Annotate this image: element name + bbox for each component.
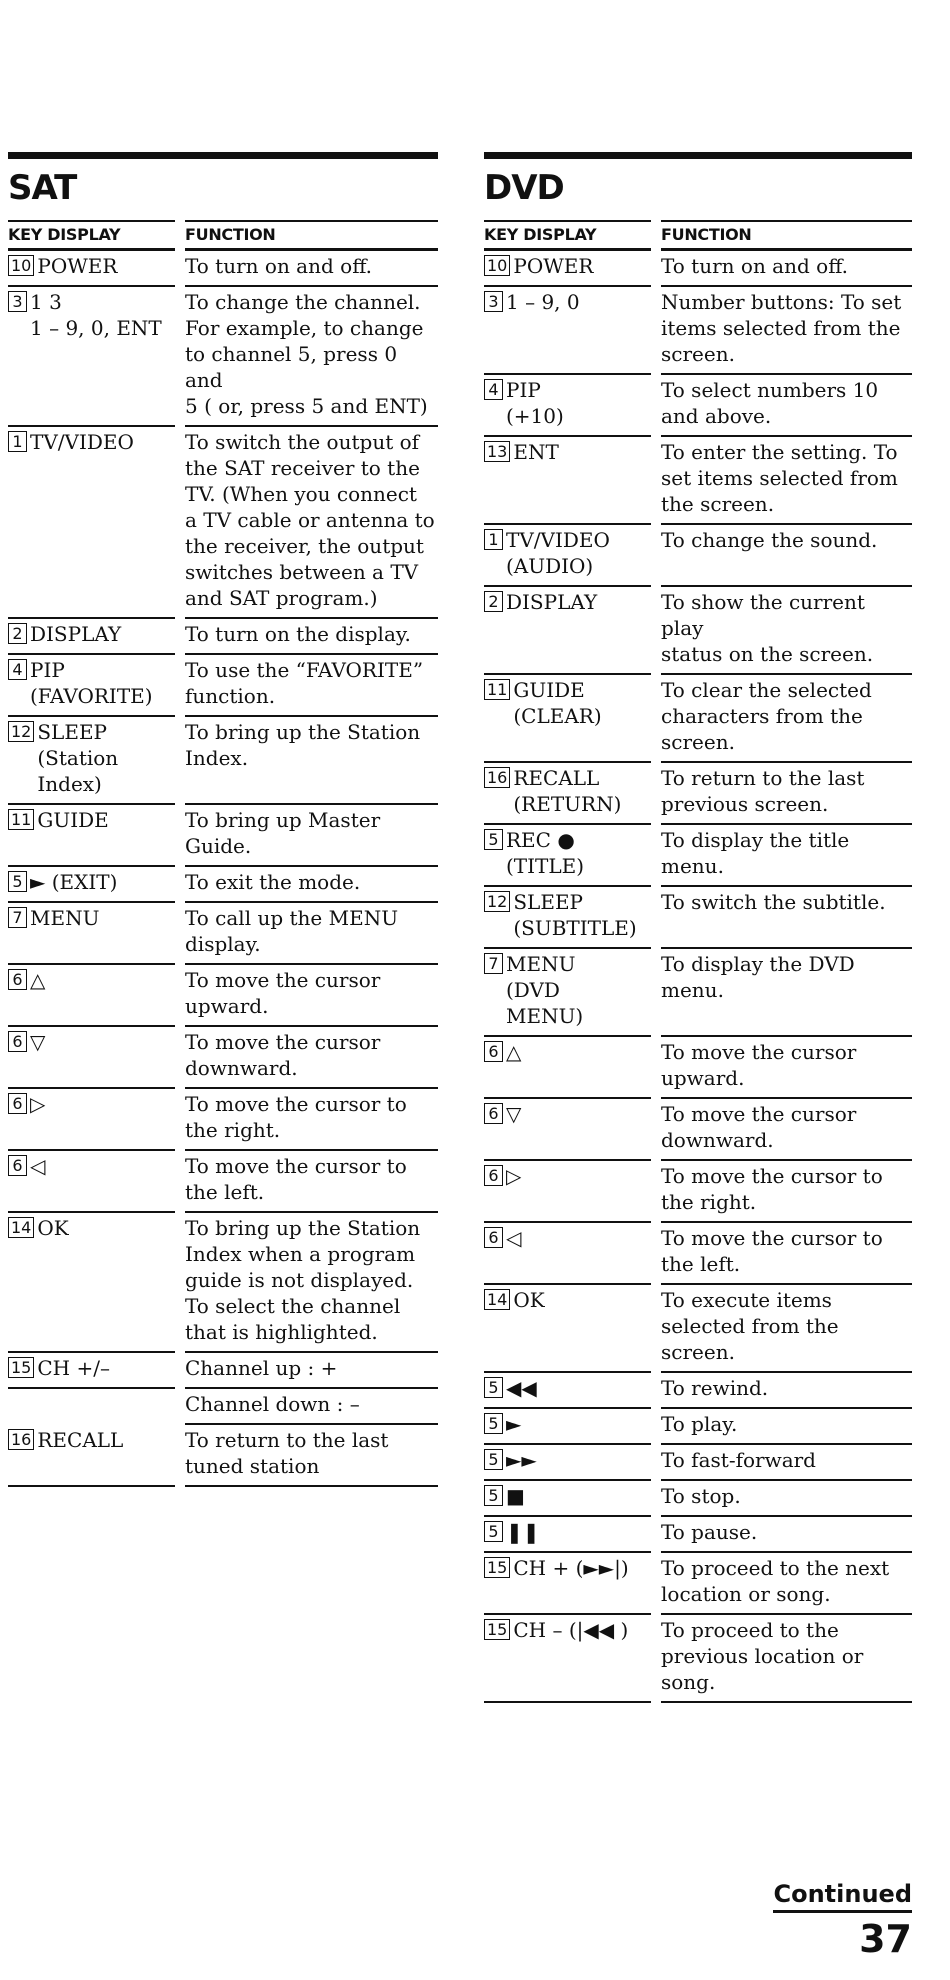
dvd-table-row <box>484 1553 912 1615</box>
key-number-badge: 6 <box>8 969 27 990</box>
sat-key-cell <box>8 1151 175 1213</box>
dvd-table-header <box>484 220 912 251</box>
sat-function-cell <box>185 1425 438 1487</box>
key-line <box>8 657 175 709</box>
key-number-badge: 6 <box>484 1041 503 1062</box>
key-number-badge: 15 <box>484 1557 510 1578</box>
key-number-badge: 14 <box>8 1217 34 1238</box>
page-footer <box>773 1880 912 1961</box>
dvd-table-row <box>484 1615 912 1703</box>
dvd-table-row <box>484 1037 912 1099</box>
dvd-table-row <box>484 763 912 825</box>
sat-key-cell <box>8 1089 175 1151</box>
function-text: To rewind. <box>661 1376 769 1400</box>
sat-table-row <box>8 717 438 805</box>
sat-table-row <box>8 619 438 655</box>
key-display-text: MENU <box>30 906 100 930</box>
dvd-key-cell <box>484 1409 651 1445</box>
sat-function-cell <box>185 965 438 1027</box>
key-line <box>484 889 651 941</box>
key-number-badge: 7 <box>484 953 503 974</box>
dvd-table-row <box>484 1161 912 1223</box>
dvd-function-cell <box>661 1223 912 1285</box>
sat-table-row <box>8 1389 438 1425</box>
sat-table-row <box>8 867 438 903</box>
sat-function-cell <box>185 1089 438 1151</box>
key-line <box>484 765 651 817</box>
dvd-table-row <box>484 1409 912 1445</box>
dvd-key-cell <box>484 375 651 437</box>
dvd-function-cell <box>661 1285 912 1373</box>
key-number-badge: 6 <box>8 1155 27 1176</box>
dvd-function-cell <box>661 825 912 887</box>
key-line <box>484 1225 651 1251</box>
key-display-text: ► <box>506 1412 522 1436</box>
dvd-table-row <box>484 587 912 675</box>
dvd-key-cell <box>484 949 651 1037</box>
key-line <box>484 377 651 429</box>
sat-table <box>8 220 438 1487</box>
key-line <box>484 253 651 279</box>
key-number-badge: 3 <box>8 291 27 312</box>
sat-key-cell <box>8 1389 175 1425</box>
dvd-table-row <box>484 437 912 525</box>
key-display-text: △ <box>506 1040 522 1064</box>
sat-key-cell <box>8 805 175 867</box>
sat-key-cell <box>8 1027 175 1089</box>
key-line <box>8 967 175 993</box>
page-number: 37 <box>859 1917 912 1961</box>
sat-rows <box>8 251 438 1487</box>
dvd-key-cell <box>484 525 651 587</box>
function-text: To show the current play status on the screen. <box>661 590 874 666</box>
dvd-function-cell <box>661 1517 912 1553</box>
function-text: To pause. <box>661 1520 758 1544</box>
key-line <box>484 589 651 615</box>
dvd-key-cell <box>484 1615 651 1703</box>
sat-table-row <box>8 1027 438 1089</box>
key-number-badge: 10 <box>8 255 34 276</box>
function-text: To execute items selected from the screen. <box>661 1288 839 1364</box>
dvd-section <box>484 152 912 1703</box>
dvd-key-cell <box>484 251 651 287</box>
function-text: Number buttons: To set items selected from the screen. <box>661 290 902 366</box>
dvd-key-cell <box>484 1099 651 1161</box>
key-display-text: ▷ <box>506 1164 522 1188</box>
dvd-function-cell <box>661 1409 912 1445</box>
key-line <box>8 1427 175 1453</box>
key-number-badge: 7 <box>8 907 27 928</box>
key-number-badge: 14 <box>484 1289 510 1310</box>
key-display-text: OK <box>513 1288 545 1312</box>
key-line <box>484 1411 651 1437</box>
sat-top-rule <box>8 152 438 159</box>
key-number-badge: 6 <box>8 1093 27 1114</box>
key-number-badge: 5 <box>484 829 503 850</box>
sat-function-cell <box>185 903 438 965</box>
key-line <box>484 289 651 315</box>
sat-header-key-display: KEY DISPLAY <box>8 220 175 251</box>
key-display-text: ❚❚ <box>506 1520 540 1544</box>
key-display-text: CH + (►►|) <box>513 1556 629 1580</box>
key-number-badge: 10 <box>484 255 510 276</box>
dvd-table-row <box>484 525 912 587</box>
key-number-badge: 5 <box>484 1521 503 1542</box>
key-line <box>484 1555 651 1581</box>
function-text: To move the cursor to the right. <box>185 1092 407 1142</box>
key-display-text: DISPLAY <box>506 590 598 614</box>
function-text: To turn on the display. <box>185 622 411 646</box>
sat-table-row <box>8 1089 438 1151</box>
sat-table-row <box>8 251 438 287</box>
dvd-function-cell <box>661 887 912 949</box>
dvd-function-cell <box>661 1445 912 1481</box>
dvd-top-rule <box>484 152 912 159</box>
dvd-table-row <box>484 825 912 887</box>
sat-key-cell <box>8 1353 175 1389</box>
key-display-text: ◁ <box>30 1154 46 1178</box>
function-text: To turn on and off. <box>185 254 373 278</box>
key-display-text: GUIDE (CLEAR) <box>513 678 602 728</box>
sat-table-row <box>8 1213 438 1353</box>
dvd-table-row <box>484 887 912 949</box>
dvd-function-cell <box>661 251 912 287</box>
key-display-text: CH +/– <box>37 1356 110 1380</box>
dvd-table-row <box>484 675 912 763</box>
key-display-text: RECALL (RETURN) <box>513 766 622 816</box>
dvd-function-cell <box>661 675 912 763</box>
dvd-function-cell <box>661 763 912 825</box>
function-text: To turn on and off. <box>661 254 849 278</box>
function-text: To bring up the Station Index. <box>185 720 421 770</box>
dvd-table-row <box>484 251 912 287</box>
sat-key-cell <box>8 287 175 427</box>
dvd-table <box>484 220 912 1703</box>
key-line <box>8 807 175 833</box>
key-display-text: PIP (+10) <box>506 378 564 428</box>
sat-function-cell <box>185 287 438 427</box>
key-number-badge: 4 <box>484 379 503 400</box>
sat-section <box>8 152 438 1487</box>
sat-function-cell <box>185 1151 438 1213</box>
key-line <box>484 1287 651 1313</box>
key-number-badge: 6 <box>8 1031 27 1052</box>
sat-table-row <box>8 903 438 965</box>
sat-function-cell <box>185 251 438 287</box>
key-line <box>8 289 175 341</box>
dvd-key-cell <box>484 1037 651 1099</box>
function-text: To return to the last tuned station <box>185 1428 389 1478</box>
dvd-title: DVD <box>484 168 564 208</box>
key-line <box>484 1101 651 1127</box>
key-line <box>484 951 651 1029</box>
key-number-badge: 4 <box>8 659 27 680</box>
dvd-key-cell <box>484 1373 651 1409</box>
dvd-function-cell <box>661 587 912 675</box>
dvd-key-cell <box>484 825 651 887</box>
key-line <box>484 1483 651 1509</box>
key-line <box>8 429 175 455</box>
key-line <box>484 827 651 879</box>
sat-header-function: FUNCTION <box>185 220 438 251</box>
dvd-table-row <box>484 1517 912 1553</box>
key-display-text: △ <box>30 968 46 992</box>
key-line <box>8 719 175 797</box>
sat-key-cell <box>8 867 175 903</box>
function-text: To proceed to the previous location or song. <box>661 1618 864 1694</box>
key-number-badge: 15 <box>8 1357 34 1378</box>
key-display-text: SLEEP (Station Index) <box>37 720 119 796</box>
dvd-function-cell <box>661 375 912 437</box>
dvd-table-row <box>484 949 912 1037</box>
key-line <box>8 1355 175 1381</box>
key-display-text: ■ <box>506 1484 525 1508</box>
dvd-table-row <box>484 1285 912 1373</box>
key-display-text: 1 – 9, 0 <box>506 290 580 314</box>
dvd-header-function: FUNCTION <box>661 220 912 251</box>
key-display-text: ▷ <box>30 1092 46 1116</box>
dvd-key-cell <box>484 1481 651 1517</box>
dvd-key-cell <box>484 675 651 763</box>
dvd-function-cell <box>661 525 912 587</box>
key-display-text: DISPLAY <box>30 622 122 646</box>
dvd-key-cell <box>484 1517 651 1553</box>
sat-table-row <box>8 1353 438 1389</box>
key-number-badge: 6 <box>484 1165 503 1186</box>
sat-function-cell <box>185 717 438 805</box>
function-text: To display the title menu. <box>661 828 850 878</box>
dvd-key-cell <box>484 1445 651 1481</box>
key-line <box>484 1519 651 1545</box>
sat-table-header <box>8 220 438 251</box>
sat-key-cell <box>8 903 175 965</box>
key-line <box>484 1039 651 1065</box>
dvd-table-row <box>484 375 912 437</box>
dvd-function-cell <box>661 1481 912 1517</box>
key-number-badge: 3 <box>484 291 503 312</box>
dvd-function-cell <box>661 1099 912 1161</box>
dvd-key-cell <box>484 1285 651 1373</box>
sat-key-cell <box>8 655 175 717</box>
dvd-function-cell <box>661 1161 912 1223</box>
key-line <box>484 677 651 729</box>
dvd-table-row <box>484 1223 912 1285</box>
function-text: Channel down : – <box>185 1392 360 1416</box>
key-number-badge: 16 <box>8 1429 34 1450</box>
dvd-function-cell <box>661 1373 912 1409</box>
dvd-function-cell <box>661 437 912 525</box>
function-text: To move the cursor downward. <box>185 1030 381 1080</box>
key-display-text: TV/VIDEO (AUDIO) <box>506 528 610 578</box>
sat-key-cell <box>8 1425 175 1487</box>
key-line <box>8 1091 175 1117</box>
sat-function-cell <box>185 1353 438 1389</box>
dvd-key-cell <box>484 437 651 525</box>
sat-table-row <box>8 1425 438 1487</box>
function-text: To move the cursor to the left. <box>185 1154 407 1204</box>
sat-function-cell <box>185 619 438 655</box>
key-display-text: ► (EXIT) <box>30 870 118 894</box>
function-text: To bring up Master Guide. <box>185 808 381 858</box>
dvd-function-cell <box>661 287 912 375</box>
key-line <box>8 1215 175 1241</box>
key-line <box>484 1375 651 1401</box>
key-display-text: ▽ <box>30 1030 46 1054</box>
key-number-badge: 6 <box>484 1103 503 1124</box>
dvd-key-cell <box>484 287 651 375</box>
function-text: Channel up : + <box>185 1356 338 1380</box>
sat-table-row <box>8 427 438 619</box>
sat-key-cell <box>8 1213 175 1353</box>
key-display-text: GUIDE <box>37 808 109 832</box>
dvd-header-key-display: KEY DISPLAY <box>484 220 651 251</box>
continued-label: Continued <box>773 1880 912 1913</box>
key-line <box>8 905 175 931</box>
key-number-badge: 12 <box>484 891 510 912</box>
dvd-table-row <box>484 287 912 375</box>
key-display-text: CH – (|◀◀ ) <box>513 1618 629 1642</box>
key-number-badge: 5 <box>484 1413 503 1434</box>
key-number-badge: 2 <box>8 623 27 644</box>
function-text: To clear the selected characters from the screen. <box>661 678 872 754</box>
key-number-badge: 12 <box>8 721 34 742</box>
function-text: To enter the setting. To set items selected from the screen. <box>661 440 898 516</box>
key-line <box>8 621 175 647</box>
dvd-key-cell <box>484 1161 651 1223</box>
dvd-function-cell <box>661 1615 912 1703</box>
key-number-badge: 16 <box>484 767 510 788</box>
key-display-text: POWER <box>37 254 118 278</box>
function-text: To bring up the Station Index when a program guide is not displayed. To select the channel that is highlighted. <box>185 1216 421 1344</box>
key-display-text: 1 3 1 – 9, 0, ENT <box>30 290 162 340</box>
sat-function-cell <box>185 867 438 903</box>
sat-title: SAT <box>8 168 77 208</box>
function-text: To use the “FAVORITE” function. <box>185 658 424 708</box>
function-text: To display the DVD menu. <box>661 952 855 1002</box>
key-display-text: TV/VIDEO <box>30 430 134 454</box>
key-number-badge: 1 <box>484 529 503 550</box>
key-number-badge: 2 <box>484 591 503 612</box>
dvd-function-cell <box>661 1553 912 1615</box>
sat-function-cell <box>185 1027 438 1089</box>
key-display-text: ◀◀ <box>506 1376 537 1400</box>
key-line <box>8 1153 175 1179</box>
key-display-text: REC ● (TITLE) <box>506 828 585 878</box>
dvd-table-row <box>484 1445 912 1481</box>
dvd-key-cell <box>484 887 651 949</box>
key-display-text: ◁ <box>506 1226 522 1250</box>
sat-key-cell <box>8 965 175 1027</box>
key-display-text: MENU (DVD MENU) <box>506 952 584 1028</box>
key-line <box>484 1163 651 1189</box>
function-text: To move the cursor to the left. <box>661 1226 883 1276</box>
key-line <box>8 869 175 895</box>
key-number-badge: 11 <box>484 679 510 700</box>
dvd-rows <box>484 251 912 1703</box>
sat-function-cell <box>185 805 438 867</box>
sat-table-row <box>8 965 438 1027</box>
key-display-text: ►► <box>506 1448 537 1472</box>
key-number-badge: 1 <box>8 431 27 452</box>
function-text: To play. <box>661 1412 738 1436</box>
key-number-badge: 13 <box>484 441 510 462</box>
function-text: To change the sound. <box>661 528 878 552</box>
key-display-text: RECALL <box>37 1428 124 1452</box>
function-text: To change the channel. For example, to change to channel 5, press 0 and 5 ( or, press 5 and ENT) <box>185 290 428 418</box>
dvd-key-cell <box>484 763 651 825</box>
dvd-table-row <box>484 1373 912 1409</box>
dvd-key-cell <box>484 1553 651 1615</box>
function-text: To call up the MENU display. <box>185 906 399 956</box>
function-text: To proceed to the next location or song. <box>661 1556 890 1606</box>
key-line <box>8 253 175 279</box>
sat-key-cell <box>8 427 175 619</box>
key-display-text: ENT <box>513 440 559 464</box>
function-text: To exit the mode. <box>185 870 361 894</box>
function-text: To move the cursor to the right. <box>661 1164 883 1214</box>
function-text: To fast-forward <box>661 1448 816 1472</box>
key-line <box>484 1447 651 1473</box>
dvd-table-row <box>484 1099 912 1161</box>
key-number-badge: 5 <box>8 871 27 892</box>
key-number-badge: 6 <box>484 1227 503 1248</box>
key-display-text: SLEEP (SUBTITLE) <box>513 890 637 940</box>
key-display-text: POWER <box>513 254 594 278</box>
key-number-badge: 5 <box>484 1449 503 1470</box>
key-line <box>484 439 651 465</box>
key-display-text: ▽ <box>506 1102 522 1126</box>
sat-table-row <box>8 1151 438 1213</box>
key-line <box>484 1617 651 1643</box>
key-line <box>8 1029 175 1055</box>
key-line <box>484 527 651 579</box>
key-number-badge: 5 <box>484 1377 503 1398</box>
function-text: To move the cursor downward. <box>661 1102 857 1152</box>
key-number-badge: 15 <box>484 1619 510 1640</box>
function-text: To switch the subtitle. <box>661 890 886 914</box>
key-number-badge: 11 <box>8 809 34 830</box>
key-number-badge: 5 <box>484 1485 503 1506</box>
sat-function-cell <box>185 655 438 717</box>
sat-key-cell <box>8 251 175 287</box>
dvd-table-row <box>484 1481 912 1517</box>
function-text: To select numbers 10 and above. <box>661 378 879 428</box>
dvd-function-cell <box>661 949 912 1037</box>
sat-function-cell <box>185 427 438 619</box>
sat-table-row <box>8 655 438 717</box>
function-text: To stop. <box>661 1484 741 1508</box>
sat-table-row <box>8 805 438 867</box>
sat-function-cell <box>185 1389 438 1425</box>
function-text: To switch the output of the SAT receiver to the TV. (When you connect a TV cable or antenna to the receiver, the output switches between a TV and SAT program.) <box>185 430 435 610</box>
dvd-function-cell <box>661 1037 912 1099</box>
key-display-text: PIP (FAVORITE) <box>30 658 153 708</box>
dvd-key-cell <box>484 1223 651 1285</box>
function-text: To return to the last previous screen. <box>661 766 865 816</box>
sat-key-cell <box>8 717 175 805</box>
sat-key-cell <box>8 619 175 655</box>
function-text: To move the cursor upward. <box>661 1040 857 1090</box>
sat-function-cell <box>185 1213 438 1353</box>
key-display-text: OK <box>37 1216 69 1240</box>
sat-table-row <box>8 287 438 427</box>
function-text: To move the cursor upward. <box>185 968 381 1018</box>
dvd-key-cell <box>484 587 651 675</box>
